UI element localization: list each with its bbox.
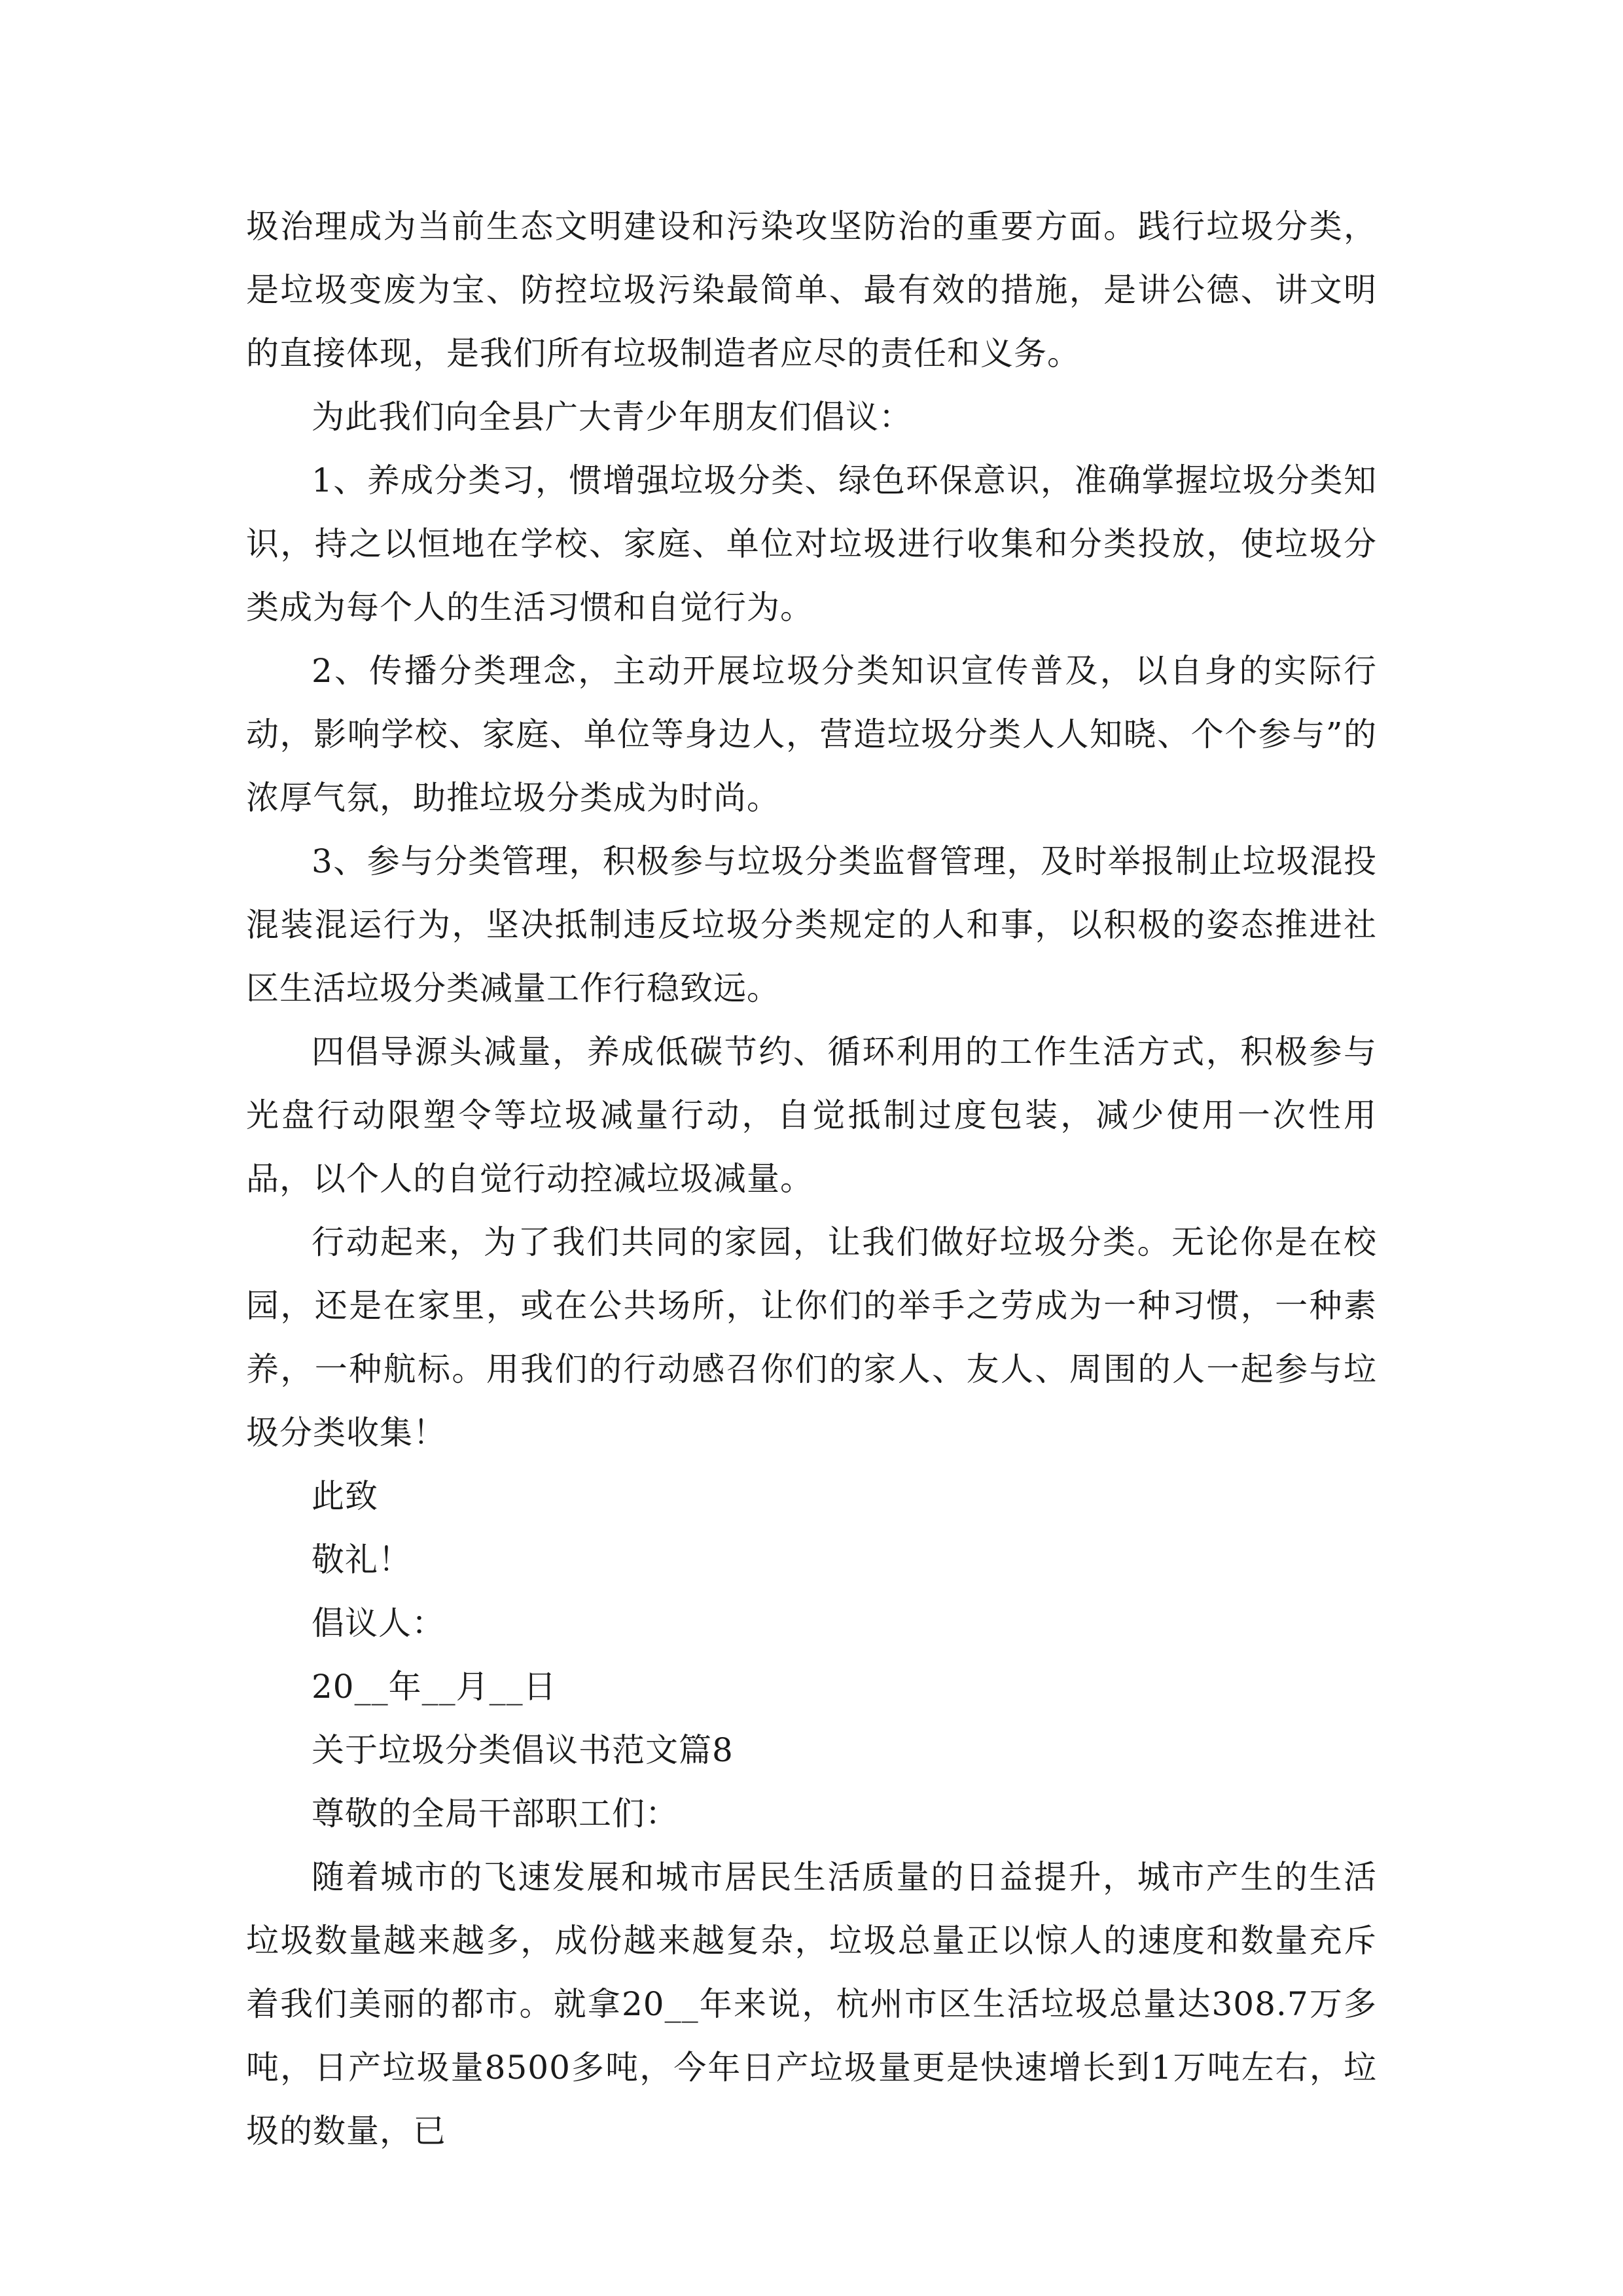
date-line: 20__年__月__日 — [312, 1668, 557, 1706]
greeting-line: 尊敬的全局干部职工们： — [312, 1795, 679, 1833]
closing-salutation: 此致 — [312, 1477, 378, 1515]
section-heading: 关于垃圾分类倡议书范文篇8 — [312, 1731, 734, 1769]
list-item-paragraph: 2、传播分类理念，主动开展垃圾分类知识宣传普及，以自身的实际行动，影响学校、家庭、单位等身边人，营造垃圾分类人人知晓、个个参与”的浓厚气氛，助推垃圾分类成为时尚。 — [246, 652, 1377, 817]
document-page — [246, 195, 1377, 2163]
signatory-label: 倡议人： — [312, 1604, 445, 1642]
list-item-paragraph: 四倡导源头减量，养成低碳节约、循环利用的工作生活方式，积极参与光盘行动限塑令等垃圾减量行动，自觉抵制过度包装，减少使用一次性用品，以个人的自觉行动控减垃圾减量。 — [246, 1033, 1377, 1198]
body-paragraph: 圾治理成为当前生态文明建设和污染攻坚防治的重要方面。践行垃圾分类，是垃圾变废为宝、防控垃圾污染最简单、最有效的措施，是讲公德、讲文明的直接体现，是我们所有垃圾制造者应尽的责任和义务。 — [246, 207, 1377, 372]
body-paragraph: 随着城市的飞速发展和城市居民生活质量的日益提升，城市产生的生活垃圾数量越来越多，成份越来越复杂，垃圾总量正以惊人的速度和数量充斥着我们美丽的都市。就拿20__年来说，杭州市区生活垃圾总量达308.7万多吨，日产垃圾量8500多吨，今年日产垃圾量更是快速增长到1万吨左右，垃圾的数量，已 — [246, 1858, 1377, 2150]
body-paragraph: 为此我们向全县广大青少年朋友们倡议： — [312, 398, 912, 436]
closing-regards: 敬礼！ — [312, 1541, 412, 1579]
list-item-paragraph: 3、参与分类管理，积极参与垃圾分类监督管理，及时举报制止垃圾混投混装混运行为，坚决抵制违反垃圾分类规定的人和事，以积极的姿态推进社区生活垃圾分类减量工作行稳致远。 — [246, 842, 1377, 1007]
body-paragraph: 行动起来，为了我们共同的家园，让我们做好垃圾分类。无论你是在校园，还是在家里，或在公共场所，让你们的举手之劳成为一种习惯，一种素养，一种航标。用我们的行动感召你们的家人、友人、周围的人一起参与垃圾分类收集！ — [246, 1223, 1377, 1452]
list-item-paragraph: 1、养成分类习，惯增强垃圾分类、绿色环保意识，准确掌握垃圾分类知识，持之以恒地在学校、家庭、单位对垃圾进行收集和分类投放，使垃圾分类成为每个人的生活习惯和自觉行为。 — [246, 461, 1377, 626]
